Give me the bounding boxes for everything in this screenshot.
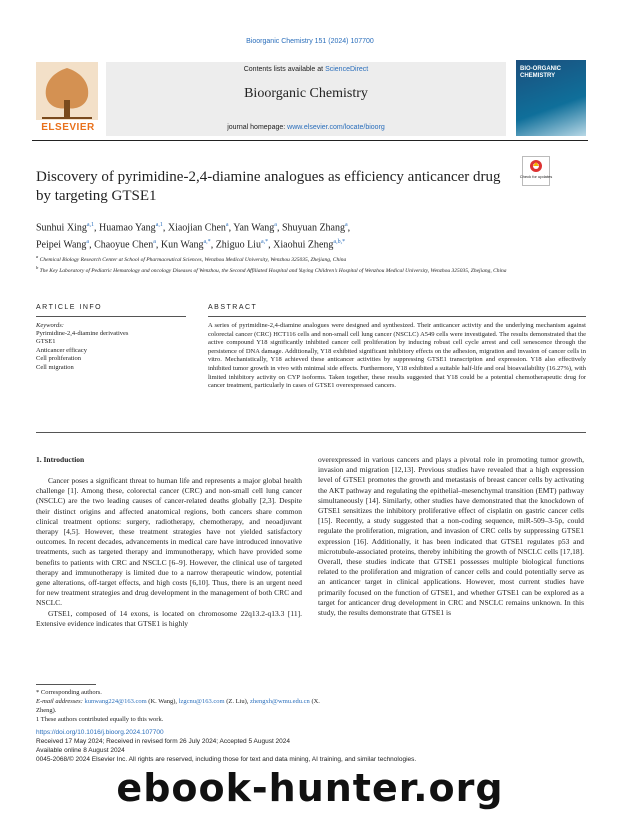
affiliations xyxy=(36,253,576,275)
keyword-item: Cell migration xyxy=(36,363,74,371)
contents-prefix: Contents lists available at xyxy=(243,66,326,73)
keyword-item: Pyrimidine-2,4-diamine derivatives xyxy=(36,330,129,337)
author-name[interactable]: Xiaohui Zheng xyxy=(273,239,334,251)
author-name[interactable]: Kun Wang xyxy=(160,239,204,251)
homepage-link[interactable]: www.elsevier.com/locate/bioorg xyxy=(287,124,385,131)
author-affiliation-marker[interactable]: a xyxy=(345,222,348,228)
author-name[interactable]: Shuyuan Zhang xyxy=(281,222,345,234)
keyword-item: Anticancer efficacy xyxy=(36,346,87,354)
publisher-wordmark: ELSEVIER xyxy=(41,122,95,133)
author-affiliation-marker[interactable]: a xyxy=(274,222,277,228)
abstract-text: A series of pyrimidine-2,4-diamine analogues were designed and synthesized. Their anticancer activity and the underlying mechanism against colorectal cancer (CRC) HCT116 cells and non-small cell lung cancer (NSCLC) A549 cells were investigated. The results demonstrated that the active compound Y18 significantly inhibited cancer cell proliferation by inducing robust cell cycle arrest and cell senescence through the persistence of DNA damage. Additionally, Y18 exhibited significant inhibitory effects on the adhesion, migration and invasion of cancer cells in vitro. Mechanistically, Y18 achieved these anticancer activities by suppressing GTSE1 transcription and expression. Y18 also effectively inhibited tumor growth in vivo with minimal side effects. Furthermore, Y18 exhibited a suitable half-life and oral bioavailability (16.27%), with limited inhibitory activity on CYP isoforms. Taken together, these results suggested that Y18 could be a potential chemotherapeutic drug for cancer treatment, particularly in cases of GTSE1 overexpressed cancers. xyxy=(208,322,586,390)
journal-cover-title: BIO-ORGANIC CHEMISTRY xyxy=(520,66,561,79)
author-affiliation-marker[interactable]: a,* xyxy=(203,239,211,246)
intro-paragraph-3: overexpressed in various cancers and plays a pivotal role in promoting tumor growth, invasion and migration [12,13]. Previous studies have revealed that a high expression level of GTSE1 promotes the growth and metastasis of breast cancer cells by activating the AKT pathway and regulating the epithelial–mesenchymal transition (EMT) pathway simultaneously [14]. Similarly, other studies have demonstrated that the knockdown of GTSE1 sensitizes the inhibitory proliferative effect of cisplatin on gastric cancer cells [15]. Recently, a study suggested that a non-coding sequence, miR-509–3-5p, could regulate the proliferation, migration, and invasion of CRC cells by suppressing GTSE1 expression [16]. Additionally, it has been indicated that GTSE1 regulates p53 and microtubule-associated proteins, thereby inhibiting the growth of NSCLC cells [17,18]. Overall, these studies indicate that GTSE1 possesses multiple biological functions related to the proliferation and migration of cancer cells and could potentially serve as an anticancer target in clinical applications. However, most current studies have primarily focused on the function of GTSE1, and whether GTSE1 can be explored as a target for anticancer drug development in CRC and NSCLC remains unknown. In this study, the results demonstrate that GTSE1 is xyxy=(318,455,584,618)
sciencedirect-link[interactable]: ScienceDirect xyxy=(325,66,369,73)
received-dates: Received 17 May 2024; Received in revised form 26 July 2024; Accepted 5 August 2024 xyxy=(36,738,291,745)
corresponding-note: * Corresponding authors. xyxy=(36,689,102,696)
article-info-rule xyxy=(36,316,186,317)
doi-link[interactable]: https://doi.org/10.1016/j.bioorg.2024.107700 xyxy=(36,729,164,736)
available-online: Available online 8 August 2024 xyxy=(36,747,125,754)
contents-line xyxy=(106,66,506,73)
email-link-1[interactable]: kunwang224@163.com xyxy=(84,698,147,705)
publication-info xyxy=(36,728,586,764)
introduction-right-column xyxy=(318,455,584,618)
journal-name: Bioorganic Chemistry xyxy=(244,86,368,101)
author-name[interactable]: Yan Wang xyxy=(233,222,275,234)
footnote-rule xyxy=(36,684,96,685)
introduction-heading: 1. Introduction xyxy=(36,455,85,464)
keywords-label: Keywords: xyxy=(36,322,64,329)
author-affiliation-marker[interactable]: a xyxy=(225,222,229,228)
author-name[interactable]: Zhiguo Liu xyxy=(215,239,261,251)
intro-paragraph-2: GTSE1, composed of 14 exons, is located on chromosome 22q13.2-q13.3 [11]. Extensive evidence indicates that GTSE1 is highly xyxy=(36,608,302,628)
keywords-list xyxy=(36,330,186,372)
author-name[interactable]: Peipei Wang xyxy=(36,239,87,251)
author-affiliation-marker[interactable]: a,1 xyxy=(155,222,163,228)
email-link-3[interactable]: zhengxh@wmu.edu.cn xyxy=(250,698,310,705)
abstract-rule xyxy=(208,316,586,317)
author-affiliation-marker[interactable]: a,* xyxy=(260,239,269,246)
journal-reference[interactable]: Bioorganic Chemistry 151 (2024) 107700 xyxy=(246,38,374,45)
article-title: Discovery of pyrimidine-2,4-diamine analogues as efficiency anticancer drug by targeting GTSE1 xyxy=(36,169,501,204)
email-owner-3: (X. Zheng). xyxy=(36,698,320,714)
author-affiliation-marker[interactable]: a,1 xyxy=(86,222,95,228)
email-label: E-mail addresses: xyxy=(36,698,85,705)
check-for-updates-icon[interactable] xyxy=(522,156,550,186)
affiliation-b: $^b$ The Key Laboratory of Pediatric Hematology and oncology Diseases of Wenzhou, the Second Affiliated Hospital and Yuying Children’s Hospital of Wenzhou Medical University, Wenzhou 325035, Zhejiang, China xyxy=(36,264,507,274)
abstract-bottom-rule xyxy=(36,432,586,433)
author-name[interactable]: Xiaojian Chen xyxy=(167,222,226,234)
email-link-2[interactable]: lzgcnu@163.com xyxy=(178,698,225,705)
article-info-heading: ARTICLE INFO xyxy=(36,304,103,311)
affiliation-a: $^a$ Chemical Biology Research Center at School of Pharmaceutical Sciences, Wenzhou Medical University, Wenzhou 325035, Zhejiang, China xyxy=(36,254,347,263)
check-for-updates-label[interactable]: Check for updates xyxy=(519,174,553,179)
homepage-prefix: journal homepage: xyxy=(227,124,288,131)
intro-paragraph-1: Cancer poses a significant threat to human life and represents a major global health challenge [1]. Among these, colorectal cancer (CRC) and non-small cell lung cancer (NSCLC) are the two leading causes of cancer-related deaths globally [2,3]. Despite their distinct origins and affected anatomical regions, both cancers share common clinical treatment options: surgery, radiotherapy, chemotherapy, and neoadjuvant therapy [4,5]. However, these treatment strategies have not yielded satisfactory outcomes. In recent decades, advancements in medical care have introduced innovative treatments, such as targeted therapy and immunotherapy, which have provided some benefits to patients with CRC and NSCLC [6–9]. However, the clinical use of targeted therapy and immunotherapy is limited due to a narrow therapeutic window, potential gene alterations, off-target effects, and high costs [6,10]. Thus, there is an urgent need for new treatment strategies and drug development in the management of both CRC and NSCLC. xyxy=(36,476,302,608)
author-affiliation-marker[interactable]: a xyxy=(86,239,90,246)
copyright-line: 0045-2068/© 2024 Elsevier Inc. All rights are reserved, including those for text and data mining, AI training, and similar technologies. xyxy=(36,756,417,763)
watermark-text: ebook-hunter.org xyxy=(116,766,504,810)
keyword-item: Cell proliferation xyxy=(36,355,81,363)
email-owner-2: (Z. Liu), xyxy=(224,698,251,705)
footnotes xyxy=(36,688,336,724)
email-owner-1: (K. Wang), xyxy=(146,698,179,705)
author-list: Sunhui Xing$^{a,1}$, Huamao Yang$^{a,1}$, Xiaojian Chen$^a$, Yan Wang$^a$, Shuyuan Zhang$^a$, Peipei Wang$^a$, Chaoyue Chen$^a$, Kun Wang$^{a,*}$, Zhiguo Liu$^{a,*}$, Xiaohui Zheng$^{a,b,*}$ xyxy=(36,222,351,251)
keyword-item: GTSE1 xyxy=(36,338,56,346)
author-affiliation-marker[interactable]: a xyxy=(153,239,156,246)
email-note xyxy=(36,697,336,715)
author-affiliation-marker[interactable]: a,b,* xyxy=(333,239,346,246)
introduction-left-column xyxy=(36,476,302,629)
author-name[interactable]: Huamao Yang xyxy=(99,222,156,234)
equal-contribution-note: 1 These authors contributed equally to this work. xyxy=(36,716,164,723)
homepage-line xyxy=(106,124,506,131)
author-name[interactable]: Chaoyue Chen xyxy=(94,239,154,251)
author-name[interactable]: Sunhui Xing xyxy=(36,222,87,234)
abstract-heading: ABSTRACT xyxy=(208,304,258,311)
